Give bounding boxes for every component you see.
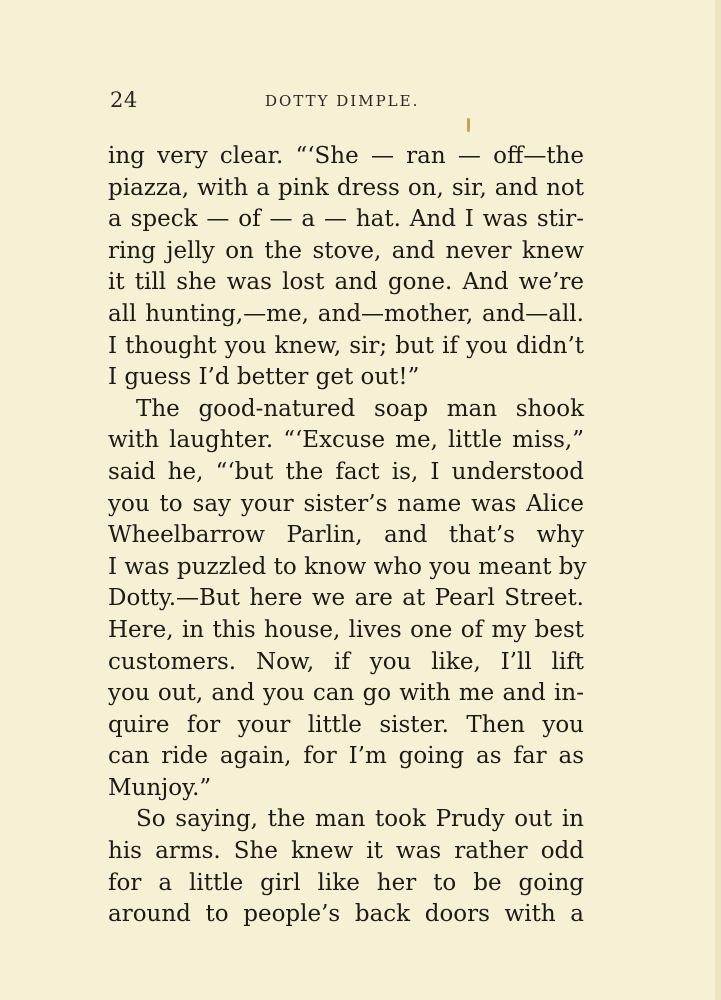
page-number: 24 — [110, 88, 138, 112]
paper-speck — [467, 118, 470, 132]
text-line: said he, “‘but the fact is, I understood — [108, 458, 584, 485]
text-line: a speck — of — a — hat. And I was stir- — [108, 206, 584, 233]
page-header — [0, 88, 721, 116]
running-head: DOTTY DIMPLE. — [265, 92, 420, 110]
text-line: it till she was lost and gone. And we’re — [108, 269, 584, 296]
text-line: around to people’s back doors with a — [108, 901, 584, 928]
text-line: customers. Now, if you like, I’ll lift — [108, 648, 584, 675]
text-line: can ride again, for I’m going as far as — [108, 743, 584, 770]
body-text — [108, 141, 587, 931]
text-line: ring jelly on the stove, and never knew — [108, 237, 584, 264]
text-line: Munjoy.” — [108, 774, 212, 801]
text-line: for a little girl like her to be going — [108, 869, 584, 896]
text-line: with laughter. “‘Excuse me, little miss,” — [108, 427, 584, 454]
text-line: So saying, the man took Prudy out in — [136, 806, 584, 833]
text-line: piazza, with a pink dress on, sir, and not — [108, 174, 584, 201]
text-line: Dotty.—But here we are at Pearl Street. — [108, 585, 584, 612]
text-line: I thought you knew, sir; but if you didn’t — [108, 332, 584, 359]
text-line: you to say your sister’s name was Alice — [108, 490, 584, 517]
text-line: his arms. She knew it was rather odd — [108, 838, 584, 865]
text-line: I was puzzled to know who you meant by — [108, 553, 587, 580]
page-edge-shadow — [715, 0, 721, 1000]
text-line: Here, in this house, lives one of my best — [108, 616, 584, 643]
text-line: ing very clear. “‘She — ran — off—the — [108, 143, 584, 169]
text-line: quire for your little sister. Then you — [108, 711, 584, 738]
text-line: Wheelbarrow Parlin, and that’s why — [108, 522, 584, 549]
text-line: I guess I’d better get out!” — [108, 364, 420, 391]
text-line: The good-natured soap man shook — [136, 395, 584, 422]
text-line: all hunting,—me, and—mother, and—all. — [108, 300, 584, 327]
text-line: you out, and you can go with me and in- — [108, 680, 584, 707]
